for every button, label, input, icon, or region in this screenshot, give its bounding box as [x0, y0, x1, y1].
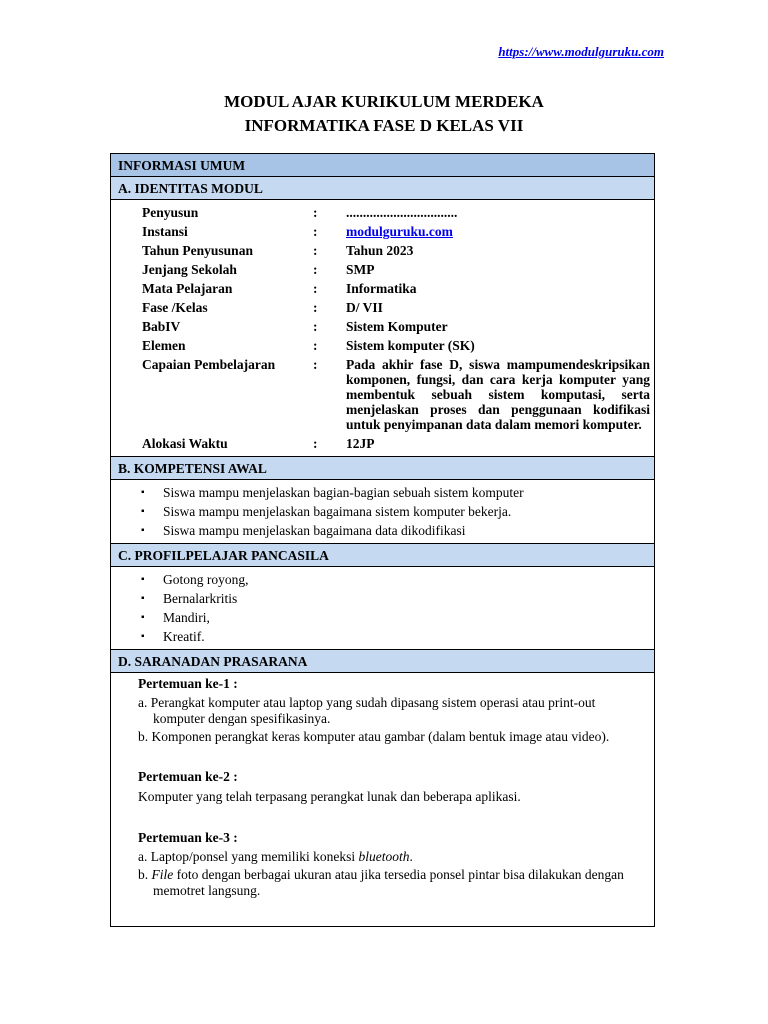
list-item-text: Siswa mampu menjelaskan bagaimana sistem komputer bekerja. — [163, 504, 512, 519]
identitas-row — [111, 203, 654, 222]
identitas-row — [111, 434, 654, 453]
row-label: Instansi — [142, 224, 188, 239]
document-title — [0, 90, 768, 138]
bullet-icon: ▪ — [141, 612, 145, 623]
section-header-profil: C. PROFILPELAJAR PANCASILA — [111, 544, 654, 567]
identitas-section — [111, 200, 654, 457]
pertemuan-2-text: Komputer yang telah terpasang perangkat lunak dan beberapa aplikasi. — [138, 789, 521, 804]
row-colon: : — [313, 262, 318, 277]
title-line-1: MODUL AJAR KURIKULUM MERDEKA — [224, 92, 544, 111]
instansi-link[interactable]: modulguruku.com — [346, 224, 453, 239]
row-value: D/ VII — [346, 300, 383, 315]
list-item-text: Kreatif. — [163, 629, 205, 644]
title-line-2: INFORMATIKA FASE D KELAS VII — [244, 116, 524, 135]
identitas-row — [111, 355, 654, 434]
row-colon: : — [313, 224, 318, 239]
row-value: ................................. — [346, 205, 458, 220]
list-item-text: Mandiri, — [163, 610, 210, 625]
row-label: Mata Pelajaran — [142, 281, 233, 296]
section-header-kompetensi: B. KOMPETENSI AWAL — [111, 457, 654, 480]
row-label: Capaian Pembelajaran — [142, 357, 276, 372]
identitas-row — [111, 317, 654, 336]
row-label: Elemen — [142, 338, 186, 353]
list-item-text: Gotong royong, — [163, 572, 249, 587]
pertemuan-1-item-b: b. Komponen perangkat keras komputer atau gambar (dalam bentuk image atau video). — [138, 729, 610, 744]
section-header-info-umum: INFORMASI UMUM — [111, 154, 654, 177]
sarana-section — [111, 675, 654, 899]
list-item-text: Siswa mampu menjelaskan bagian-bagian sebuah sistem komputer — [163, 485, 524, 500]
kompetensi-list — [111, 483, 654, 540]
row-value: Informatika — [346, 281, 417, 296]
row-value: Tahun 2023 — [346, 243, 414, 258]
row-label: Alokasi Waktu — [142, 436, 228, 451]
row-label: BabIV — [142, 319, 181, 334]
section-header-sarana: D. SARANADAN PRASARANA — [111, 650, 654, 673]
row-value: Sistem komputer (SK) — [346, 338, 475, 353]
bullet-icon: ▪ — [141, 506, 145, 517]
profil-list — [111, 570, 654, 646]
list-item — [141, 627, 654, 646]
list-item — [141, 521, 654, 540]
identitas-row — [111, 336, 654, 355]
row-value: SMP — [346, 262, 375, 277]
kompetensi-section — [111, 480, 654, 544]
list-item-text: Siswa mampu menjelaskan bagaimana data dikodifikasi — [163, 523, 466, 538]
row-label: Jenjang Sekolah — [142, 262, 237, 277]
row-colon: : — [313, 436, 318, 451]
row-colon: : — [313, 338, 318, 353]
identitas-row — [111, 222, 654, 241]
row-colon: : — [313, 243, 318, 258]
list-item-text: Bernalarkritis — [163, 591, 238, 606]
bullet-icon: ▪ — [141, 593, 145, 604]
row-value: 12JP — [346, 436, 375, 451]
website-link[interactable]: https://www.modulguruku.com — [498, 44, 664, 59]
pertemuan-3-title: Pertemuan ke-3 : — [138, 830, 238, 845]
row-colon: : — [313, 357, 318, 372]
row-label: Penyusun — [142, 205, 199, 220]
bullet-icon: ▪ — [141, 574, 145, 585]
row-value: Pada akhir fase D, siswa mampumendeskripsikan komponen, fungsi, dan cara kerja komputer yang membentuk sebuah sistem komputasi, serta menjelaskan proses dan penggunaan kodifikasi untuk penyimpanan data dalam memori komputer. — [346, 357, 650, 432]
bullet-icon: ▪ — [141, 525, 145, 536]
pertemuan-3-item-b: b. File foto dengan berbagai ukuran atau jika tersedia ponsel pintar bisa dilakukan dengan memotret langsung. — [138, 867, 624, 898]
row-value: Sistem Komputer — [346, 319, 448, 334]
row-label: Fase /Kelas — [142, 300, 208, 315]
row-colon: : — [313, 281, 318, 296]
list-item — [141, 502, 654, 521]
identitas-row — [111, 298, 654, 317]
list-item — [141, 570, 654, 589]
row-colon: : — [313, 205, 318, 220]
profil-section — [111, 567, 654, 650]
list-item — [141, 483, 654, 502]
bullet-icon: ▪ — [141, 631, 145, 642]
pertemuan-2-title: Pertemuan ke-2 : — [138, 769, 238, 784]
list-item — [141, 589, 654, 608]
pertemuan-1-item-a: a. Perangkat komputer atau laptop yang sudah dipasang sistem operasi atau print-out komputer dengan spesifikasinya. — [138, 695, 596, 726]
row-label: Tahun Penyusunan — [142, 243, 253, 258]
bullet-icon: ▪ — [141, 487, 145, 498]
module-table — [110, 153, 655, 927]
section-header-identitas: A. IDENTITAS MODUL — [111, 177, 654, 200]
list-item — [141, 608, 654, 627]
pertemuan-1-title: Pertemuan ke-1 : — [138, 676, 238, 691]
identitas-row — [111, 279, 654, 298]
identitas-row — [111, 260, 654, 279]
pertemuan-3-item-a: a. Laptop/ponsel yang memiliki koneksi bluetooth. — [138, 849, 413, 864]
identitas-row — [111, 241, 654, 260]
row-colon: : — [313, 300, 318, 315]
row-colon: : — [313, 319, 318, 334]
